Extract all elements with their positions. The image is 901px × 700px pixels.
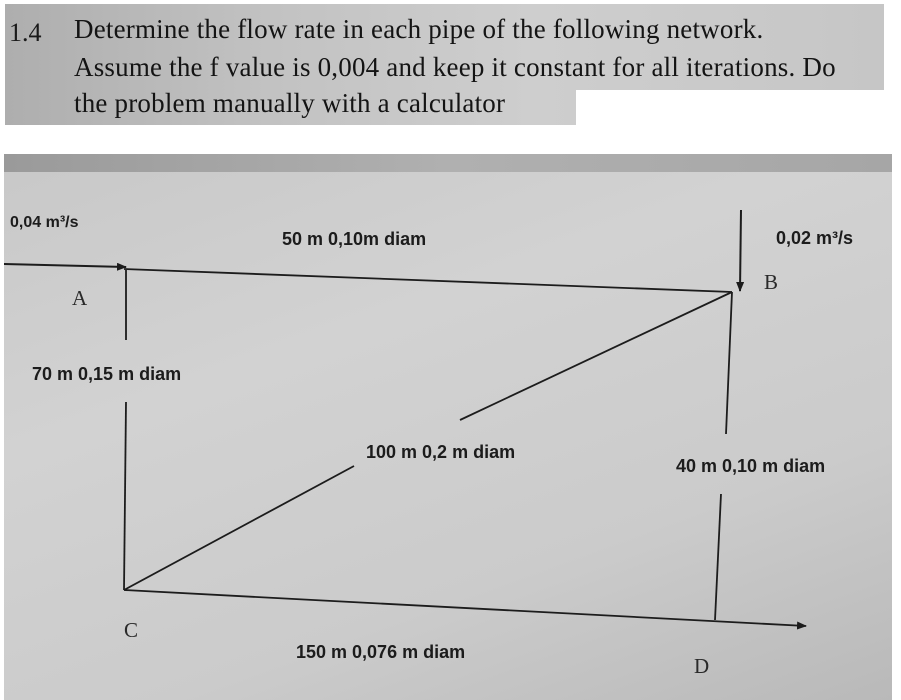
question-number: 1.4 bbox=[9, 18, 42, 47]
pipe-ac-label: 70 m 0,15 m diam bbox=[32, 364, 182, 384]
blank-patch bbox=[576, 90, 886, 126]
node-c-label: C bbox=[124, 618, 139, 642]
question-line-3: the problem manually with a calculator bbox=[74, 88, 506, 118]
node-a-label: A bbox=[72, 286, 88, 310]
pipe-cd-line bbox=[124, 590, 806, 626]
inflow-a-label: 0,04 m³/s bbox=[10, 214, 79, 231]
question-line-2: Assume the f value is 0,004 and keep it constant for all iterations. Do bbox=[74, 52, 836, 82]
pipe-cb-label: 100 m 0,2 m diam bbox=[366, 442, 516, 462]
inflow-a-arrow bbox=[4, 264, 126, 267]
pipe-bd-label: 40 m 0,10 m diam bbox=[676, 456, 826, 476]
pipe-ac-line-lower bbox=[124, 402, 126, 590]
pipe-bd-line-upper bbox=[726, 292, 732, 434]
pipe-ab-label: 50 m 0,10m diam bbox=[282, 229, 427, 249]
pipe-ab-line bbox=[124, 269, 732, 292]
pipe-cb-line-lower bbox=[124, 466, 354, 590]
pipe-cb-line-upper bbox=[460, 292, 732, 420]
pipe-bd-line-lower bbox=[715, 494, 721, 620]
pipe-network-diagram bbox=[4, 154, 892, 700]
node-b-label: B bbox=[764, 270, 779, 294]
outflow-b-arrow bbox=[740, 210, 741, 291]
node-d-label: D bbox=[694, 654, 710, 678]
question-line-1: Determine the flow rate in each pipe of the following network. bbox=[74, 14, 764, 44]
pipe-cd-label: 150 m 0,076 m diam bbox=[296, 642, 466, 662]
outflow-b-label: 0,02 m³/s bbox=[776, 228, 854, 248]
